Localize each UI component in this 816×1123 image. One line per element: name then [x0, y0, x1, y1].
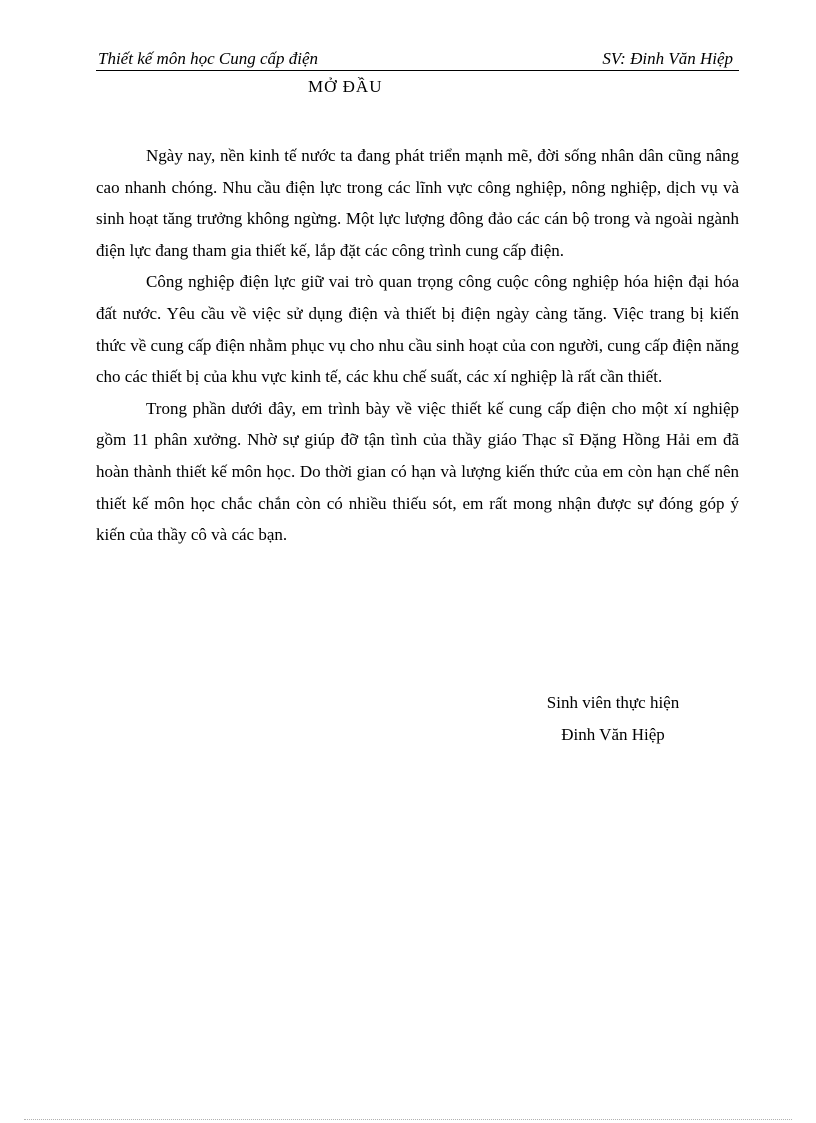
header-student-name: SV: Đinh Văn Hiệp	[602, 49, 733, 68]
body-text	[96, 140, 739, 551]
section-title: MỞ ĐẦU	[308, 77, 383, 96]
signature-block	[520, 687, 706, 751]
footer-divider	[24, 1119, 792, 1120]
paragraph-acknowledgement: Trong phần dưới đây, em trình bày về việc thiết kế cung cấp điện cho một xí nghiệp gồm 11 phân xưởng. Nhờ sự giúp đỡ tận tình của thầy giáo Thạc sĩ Đặng Hồng Hải em đã hoàn thành thiết kế môn học. Do thời gian có hạn và lượng kiến thức của em còn hạn chế nên thiết kế môn học chắc chắn còn có nhiều thiếu sót, em rất mong nhận được sự đóng góp ý kiến của thầy cô và các bạn.	[96, 398, 739, 545]
header-document-title: Thiết kế môn học Cung cấp điện	[98, 49, 319, 68]
paragraph-industry: Công nghiệp điện lực giữ vai trò quan trọng công cuộc công nghiệp hóa hiện đại hóa đất nước. Yêu cầu về việc sử dụng điện và thiết bị điện ngày càng tăng. Việc trang bị kiến thức về cung cấp điện nhằm phục vụ cho nhu cầu sinh hoạt của con người, cung cấp điện năng cho các thiết bị của khu vực kinh tế, các khu chế suất, các xí nghiệp là rất cần thiết.	[96, 272, 740, 387]
page-header	[96, 48, 739, 71]
signature-role: Sinh viên thực hiện	[546, 693, 680, 712]
paragraph-intro: Ngày nay, nền kinh tế nước ta đang phát triển mạnh mẽ, đời sống nhân dân cũng nâng cao nhanh chóng. Nhu cầu điện lực trong các lĩnh vực công nghiệp, nông nghiệp, dịch vụ và sinh hoạt tăng trưởng không ngừng. Một lực lượng đông đảo các cán bộ trong và ngoài ngành điện lực đang tham gia thiết kế, lắp đặt các công trình cung cấp điện.	[96, 146, 739, 260]
signature-name: Đinh Văn Hiệp	[561, 725, 665, 744]
